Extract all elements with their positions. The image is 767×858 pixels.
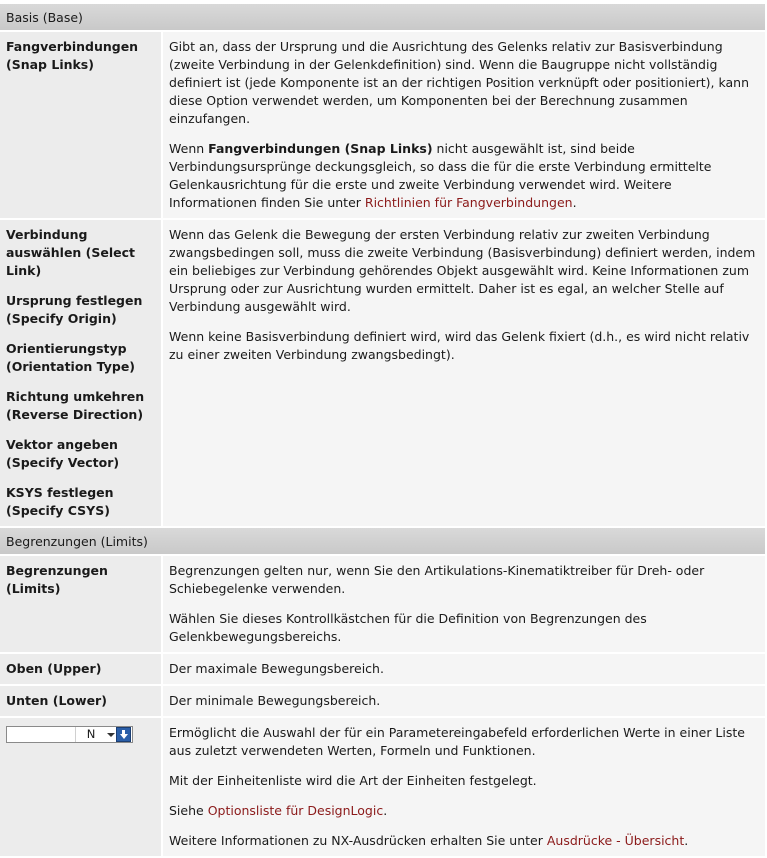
section-title: Begrenzungen (Limits) (0, 528, 765, 554)
table-row (0, 718, 765, 856)
option-label: Verbindung auswählen (Select Link) (6, 227, 136, 278)
paragraph: Begrenzungen gelten nur, wenn Sie den Artikulations-Kinematiktreiber für Dreh- oder Schiebegelenke verwenden. (169, 563, 705, 596)
value-input[interactable] (7, 727, 76, 742)
section-header-base (0, 4, 765, 30)
unit-value: N (86, 727, 96, 741)
paragraph: Wählen Sie dieses Kontrollkästchen für die Definition von Begrenzungen des Gelenkbewegungsbereichs. (169, 611, 647, 644)
option-label: Vektor angeben (Specify Vector) (6, 437, 120, 470)
option-label: Oben (Upper) (0, 654, 163, 684)
paragraph: Wenn keine Basisverbindung definiert wird, wird das Gelenk fixiert (d.h., es wird nicht relativ zu einer zweiten Verbindung zwangsbedingt). (169, 329, 750, 362)
option-label: Ursprung festlegen (Specify Origin) (6, 293, 143, 326)
paragraph (169, 832, 759, 850)
chevron-down-icon[interactable] (106, 727, 116, 742)
paragraph: Mit der Einheitenliste wird die Art der Einheiten festgelegt. (169, 773, 537, 788)
option-label: Begrenzungen (Limits) (0, 556, 163, 652)
text: Siehe (169, 803, 208, 818)
option-label: Fangverbindungen (Snap Links) (0, 32, 163, 218)
table-row (0, 556, 765, 652)
option-label: Unten (Lower) (0, 686, 163, 716)
option-labels (0, 220, 163, 526)
paragraph (169, 140, 759, 212)
expression-input-control (6, 726, 133, 743)
link-designlogic-options[interactable]: Optionsliste für DesignLogic (207, 803, 384, 818)
option-description (163, 32, 765, 218)
text: . (684, 833, 689, 848)
option-description: Der maximale Bewegungsbereich. (163, 654, 765, 684)
paragraph: Wenn das Gelenk die Bewegung der ersten Verbindung relativ zur zweiten Verbindung zwangsbedingen soll, muss die zweite Verbindung (Basisverbindung) definiert werden, indem ein beliebiges zur Verbindung gehörendes Objekt ausgewählt wird. Keine Informationen zum Ursprung oder zur Ausrichtung wurden ermittelt. Daher ist es egal, an welcher Stelle auf Verbindung ausgewählt wird. (169, 227, 756, 314)
text: . (572, 195, 577, 210)
table-row (0, 220, 765, 526)
option-description: Der minimale Bewegungsbereich. (163, 686, 765, 716)
section-header-limits (0, 528, 765, 554)
option-description (163, 220, 765, 526)
option-label: Richtung umkehren (Reverse Direction) (6, 389, 145, 422)
section-title: Basis (Base) (0, 4, 765, 30)
arrow-down-icon[interactable] (116, 727, 131, 742)
table-row (0, 654, 765, 684)
option-description (163, 718, 765, 856)
option-description (163, 556, 765, 652)
option-label: KSYS festlegen (Specify CSYS) (6, 485, 114, 518)
control-cell (0, 718, 163, 856)
table-row (0, 32, 765, 218)
paragraph (169, 802, 759, 820)
text: . (383, 803, 388, 818)
option-label: Orientierungstyp (Orientation Type) (6, 341, 136, 374)
paragraph: Gibt an, dass der Ursprung und die Ausrichtung des Gelenks relativ zur Basisverbindung (zweite Verbindung in der Gelenkdefinition) sind. Wenn die Baugruppe nicht vollständig definiert ist (jede Komponente ist an der richtigen Position verknüpft oder positioniert), kann diese Option verwendet werden, um Komponenten bei der Berechnung zusammen einzufangen. (169, 39, 750, 126)
text: nicht ausgewählt ist, sind beide Verbindungsursprünge deckungsgleich, so dass die für die erste Verbindung ermittelte Gelenkausrichtung für die erste und zweite Verbindung verwendet wird. Weitere Informationen finden Sie unter (169, 141, 712, 210)
table-row (0, 686, 765, 716)
link-expressions-overview[interactable]: Ausdrücke - Übersicht (546, 833, 685, 848)
text: Weitere Informationen zu NX-Ausdrücken erhalten Sie unter (169, 833, 547, 848)
text: Wenn (169, 141, 209, 156)
link-snap-links-guidelines[interactable]: Richtlinien für Fangverbindungen (364, 195, 573, 210)
paragraph: Ermöglicht die Auswahl der für ein Parametereingabefeld erforderlichen Werte in einer Liste aus zuletzt verwendeten Werten, Formeln und Funktionen. (169, 725, 745, 758)
bold-term: Fangverbindungen (Snap Links) (208, 141, 433, 156)
options-table (0, 2, 765, 858)
